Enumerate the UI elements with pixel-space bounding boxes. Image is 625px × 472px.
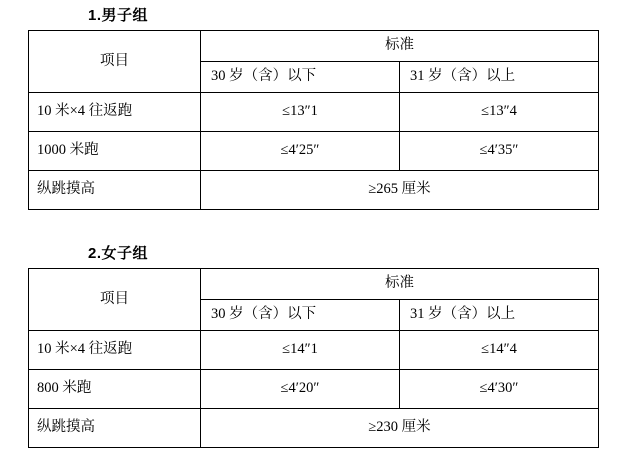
header-item-label: 项目 [29,31,201,93]
table-row [29,132,599,171]
row-value-old: ≤14″4 [400,331,599,370]
row-label: 10 米×4 往返跑 [29,93,201,132]
section-title: 2.女子组 [88,245,149,262]
row-value-old: ≤4′30″ [400,370,599,409]
row-label: 纵跳摸高 [29,409,201,448]
row-value-young: ≤14″1 [201,331,400,370]
row-value-merged: ≥265 厘米 [201,171,599,210]
table-row [29,171,599,210]
section-female-group [0,242,625,448]
header-standard-label: 标准 [201,31,599,62]
table-row [29,409,599,448]
section-male-group [0,4,625,210]
row-label: 10 米×4 往返跑 [29,331,201,370]
table-row [29,370,599,409]
row-value-merged: ≥230 厘米 [201,409,599,448]
table-header-row-standard [29,269,599,300]
table-row [29,331,599,370]
section-title: 1.男子组 [88,7,149,24]
header-standard-label: 标准 [201,269,599,300]
row-value-old: ≤4′35″ [400,132,599,171]
standards-table-male [28,30,599,210]
row-label: 纵跳摸高 [29,171,201,210]
header-age-group-1: 30 岁（含）以下 [201,62,400,93]
header-age-group-2: 31 岁（含）以上 [400,300,599,331]
header-item-label: 项目 [29,269,201,331]
header-age-group-2: 31 岁（含）以上 [400,62,599,93]
row-value-old: ≤13″4 [400,93,599,132]
header-age-group-1: 30 岁（含）以下 [201,300,400,331]
row-value-young: ≤4′25″ [201,132,400,171]
standards-table-female [28,268,599,448]
row-label: 800 米跑 [29,370,201,409]
row-value-young: ≤13″1 [201,93,400,132]
row-value-young: ≤4′20″ [201,370,400,409]
table-header-row-standard [29,31,599,62]
table-row [29,93,599,132]
row-label: 1000 米跑 [29,132,201,171]
